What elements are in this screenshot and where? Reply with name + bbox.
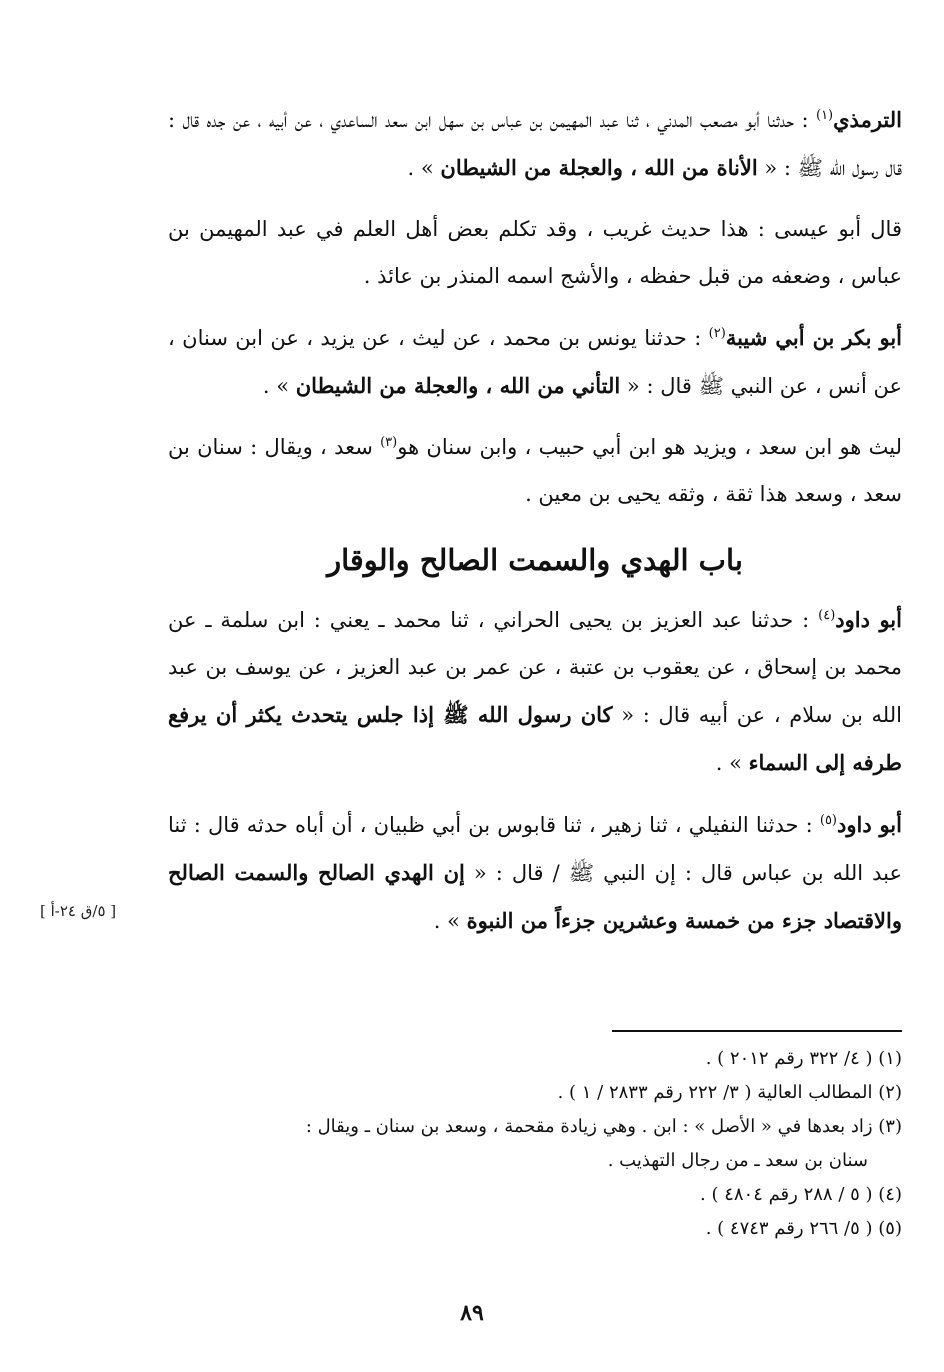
hadith-text: الأناة من الله ، والعجلة من الشيطان	[440, 155, 758, 180]
footnote-ref: (٥)	[819, 813, 837, 828]
hadith-text: التأني من الله ، والعجلة من الشيطان	[295, 373, 621, 398]
hadith-text: إن الهدي الصالح والسمت الصالح والاقتصاد جزء من خمسة وعشرين جزءاً من النبوة	[168, 860, 902, 933]
main-text	[168, 96, 902, 959]
hadith-text: كان رسول الله ﷺ إذا جلس يتحدث يكثر أن يرفع طرفه إلى السماء	[168, 702, 902, 775]
footnote-4	[168, 1178, 902, 1212]
footnote-3-continued: سنان بن سعد ـ من رجال التهذيب .	[607, 1150, 868, 1171]
paragraph-text: : حدثنا عبد العزيز بن يحيى الحراني ، ثنا محمد ـ يعني : ابن سلمة ـ عن محمد بن إسحاق ، عن يعقوب بن عتبة ، عن عمر بن عبد العزيز ، عن يوسف بن عبد الله بن سلام ، عن أبيه قال : «	[168, 608, 902, 727]
footnote-text: ( ٥/ ٢٦٦ رقم ٤٧٤٣ ) .	[705, 1218, 879, 1239]
footnote-5	[168, 1212, 902, 1246]
paragraph-text: : حدثنا النفيلي ، ثنا زهير ، ثنا قابوس بن أبي ظبيان ، أن أباه حدثه قال : ثنا عبد الله بن عباس قال : إن النبي ﷺ / قال : «	[168, 813, 902, 885]
footnote-3	[168, 1110, 902, 1144]
footnote-ref: (٤)	[818, 608, 836, 623]
footnote-ref: (١)	[815, 108, 834, 123]
footnote-text: زاد بعدها في « الأصل » : ابن . وهي زيادة مقحمة ، وسعد بن سنان ـ ويقال :	[305, 1116, 879, 1137]
footnote-number: (٢)	[878, 1082, 902, 1103]
paragraph-abu-isa	[168, 206, 902, 300]
footnote-number: (٤)	[878, 1184, 902, 1205]
footnote-divider	[612, 1030, 902, 1032]
paragraph-text: قال أبو عيسى : هذا حديث غريب ، وقد تكلم بعض أهل العلم في عبد المهيمن بن عباس ، وضعفه من قبل حفظه ، والأشج اسمه المنذر بن عائذ .	[168, 217, 902, 288]
narrator-name: الترمذي	[833, 107, 902, 132]
footnote-number: (٣)	[878, 1116, 902, 1137]
paragraph-text-continued: سعد ، ويقال : سنان بن سعد ، وسعد هذا ثقة ، وثقه يحيى بن معين .	[168, 435, 902, 506]
paragraph-layth	[168, 424, 902, 518]
paragraph-tail: » .	[433, 909, 467, 933]
manuscript-folio-note: [ ٥/ق ٢٤-أ ]	[40, 902, 117, 920]
paragraph-text: : حدثنا أبو مصعب المدني ، ثنا عبد المهيمن بن عباس بن سهل ابن سعد الساعدي ، عن أبيه ، عن جده قال : قال رسول الله ﷺ : «	[168, 108, 902, 180]
paragraph-tail: » .	[407, 156, 441, 180]
footnote-text: المطالب العالية ( ٣/ ٢٢٢ رقم ٢٨٣٣ / ١ ) .	[557, 1082, 879, 1103]
footnote-number: (١)	[878, 1048, 902, 1069]
narrator-name: أبو داود	[837, 812, 902, 837]
footnotes	[168, 1042, 902, 1246]
paragraph-text: : حدثنا يونس بن محمد ، عن ليث ، عن يزيد ، عن ابن سنان ، عن أنس ، عن النبي ﷺ قال : «	[168, 326, 902, 398]
footnote-1	[168, 1042, 902, 1076]
narrator-name: أبو داود	[835, 607, 902, 632]
paragraph-abu-bakr	[168, 314, 902, 410]
footnote-2	[168, 1076, 902, 1110]
chapter-heading: باب الهدي والسمت الصالح والوقار	[327, 543, 743, 577]
footnote-number: (٥)	[878, 1218, 902, 1239]
paragraph-tirmidhi	[168, 96, 902, 192]
page-number: ٨٩	[460, 1300, 484, 1326]
paragraph-abu-dawud-2	[168, 801, 902, 945]
footnote-ref: (٣)	[380, 435, 398, 450]
paragraph-tail: » .	[715, 751, 749, 775]
footnote-text: ( ٤/ ٣٢٢ رقم ٢٠١٢ ) .	[705, 1048, 879, 1069]
paragraph-text: ليث هو ابن سعد ، ويزيد هو ابن أبي حبيب ، وابن سنان هو	[397, 435, 902, 459]
footnote-text: ( ٥ / ٢٨٨ رقم ٤٨٠٤ ) .	[700, 1184, 879, 1205]
narrator-name: أبو بكر بن أبي شيبة	[725, 325, 902, 350]
footnote-ref: (٢)	[708, 326, 726, 341]
paragraph-abu-dawud-1	[168, 596, 902, 787]
paragraph-tail: » .	[262, 374, 296, 398]
